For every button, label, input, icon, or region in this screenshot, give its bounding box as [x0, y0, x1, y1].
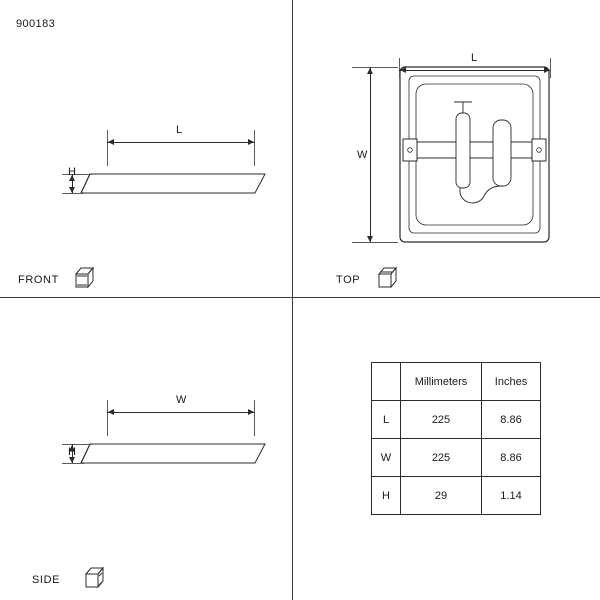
row-in-l: 8.86	[482, 401, 541, 439]
front-height-arrow-down	[69, 187, 75, 193]
horizontal-divider	[0, 297, 600, 298]
front-height-ext-top	[62, 174, 92, 175]
side-view-label: SIDE	[32, 574, 61, 586]
side-height-label: H	[68, 446, 76, 458]
table-header-inches: Inches	[482, 363, 541, 401]
vertical-divider	[292, 0, 293, 600]
side-width-arrow-right	[248, 409, 254, 415]
part-number: 900183	[16, 18, 56, 30]
top-width-ext-bottom	[352, 242, 398, 243]
front-length-ext-left	[107, 130, 108, 166]
side-width-arrow-left	[108, 409, 114, 415]
side-width-label: W	[176, 394, 187, 406]
top-length-arrow-left	[400, 67, 406, 73]
front-length-ext-right	[254, 130, 255, 166]
side-height-ext-top	[62, 444, 92, 445]
row-key-h: H	[372, 477, 401, 515]
front-length-arrow-right	[248, 139, 254, 145]
side-view-slab	[80, 430, 275, 470]
row-in-w: 8.86	[482, 439, 541, 477]
top-width-label: W	[357, 149, 368, 161]
top-orientation-cube-icon	[375, 263, 401, 291]
top-width-ext-top	[352, 67, 398, 68]
side-width-ext-left	[107, 400, 108, 436]
row-mm-w: 225	[401, 439, 482, 477]
front-view-slab	[80, 160, 275, 200]
dimensions-table	[371, 362, 541, 515]
front-orientation-cube-icon	[72, 265, 98, 291]
front-length-dim-line	[107, 142, 254, 143]
table-row	[372, 439, 541, 477]
side-orientation-cube-icon	[82, 563, 108, 591]
top-width-dim-line	[370, 67, 371, 242]
table-header-blank	[372, 363, 401, 401]
table-header-row	[372, 363, 541, 401]
front-view-label: FRONT	[18, 274, 59, 286]
table-row	[372, 477, 541, 515]
row-mm-l: 225	[401, 401, 482, 439]
front-height-ext-bottom	[62, 193, 84, 194]
front-length-label: L	[176, 124, 183, 136]
row-key-l: L	[372, 401, 401, 439]
top-view-geometry	[392, 58, 562, 248]
table-header-millimeters: Millimeters	[401, 363, 482, 401]
top-view-label: TOP	[336, 274, 361, 286]
table-row	[372, 401, 541, 439]
front-height-label: H	[68, 166, 76, 178]
side-width-ext-right	[254, 400, 255, 436]
row-key-w: W	[372, 439, 401, 477]
row-mm-h: 29	[401, 477, 482, 515]
row-in-h: 1.14	[482, 477, 541, 515]
top-length-dim-line	[399, 70, 550, 71]
top-width-arrow-up	[367, 68, 373, 74]
side-height-ext-bottom	[62, 463, 84, 464]
top-length-label: L	[471, 52, 478, 64]
top-length-arrow-right	[544, 67, 550, 73]
front-length-arrow-left	[108, 139, 114, 145]
top-length-ext-right	[550, 58, 551, 78]
side-width-dim-line	[107, 412, 254, 413]
top-width-arrow-down	[367, 236, 373, 242]
